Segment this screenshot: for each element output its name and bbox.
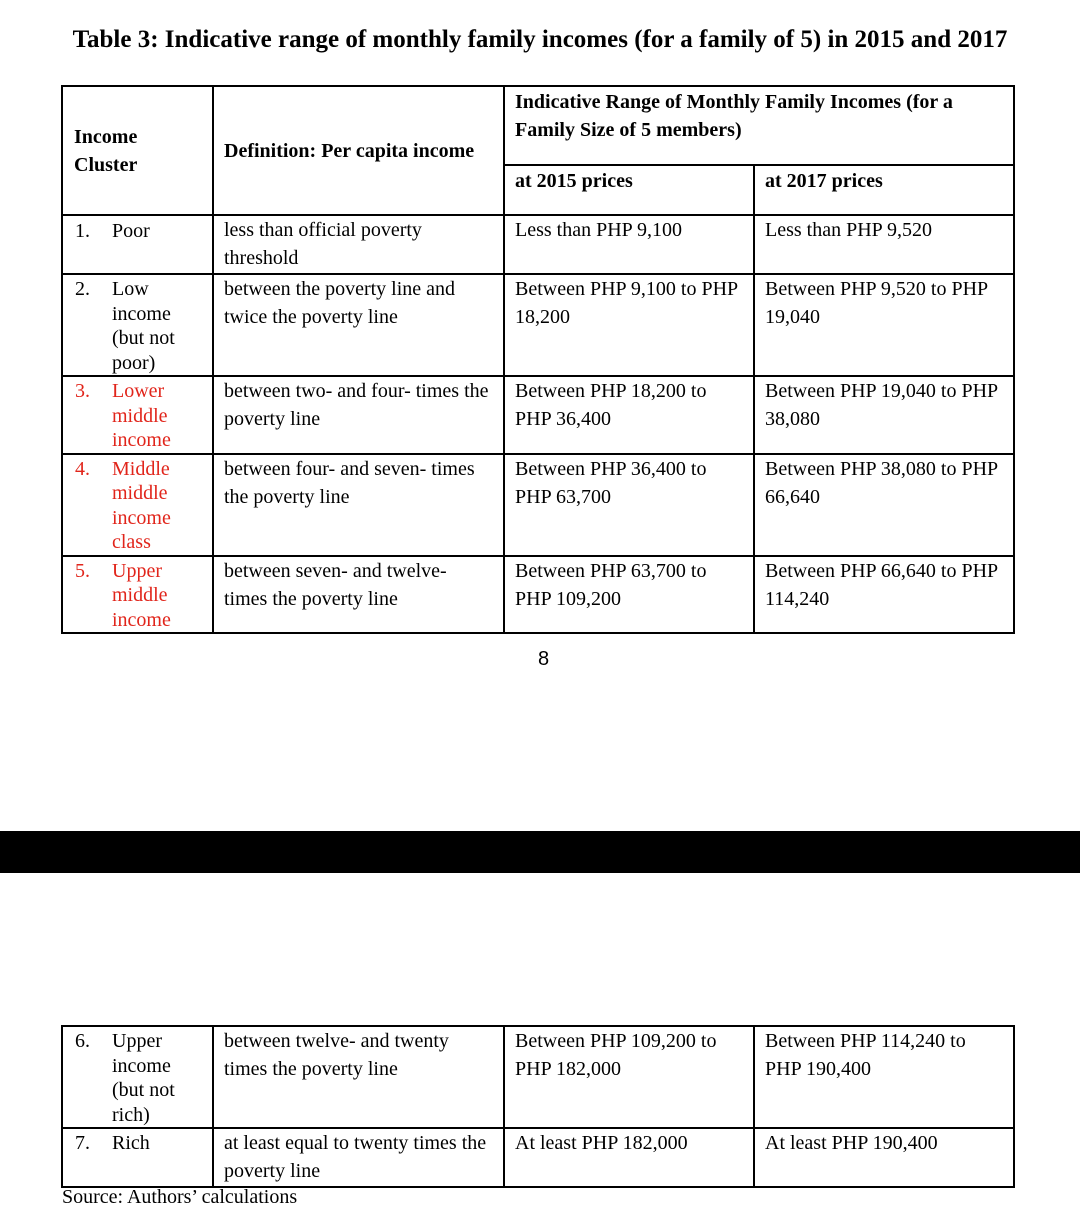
row-number: 1. xyxy=(75,220,90,242)
range-2015: Between PHP 63,700 to PHP 109,200 xyxy=(515,559,707,610)
header-2017-prices: at 2017 prices xyxy=(754,165,1014,215)
range-2015: Between PHP 36,400 to PHP 63,700 xyxy=(515,457,707,508)
income-table-bottom xyxy=(61,1025,1015,1188)
table-row xyxy=(62,454,1014,556)
header-2015-prices: at 2015 prices xyxy=(504,165,754,215)
range-2017: Between PHP 66,640 to PHP 114,240 xyxy=(765,559,998,610)
row-number: 4. xyxy=(75,457,90,480)
page-break-bar xyxy=(0,831,1080,873)
range-2017: Between PHP 38,080 to PHP 66,640 xyxy=(765,457,998,508)
range-2017: Between PHP 114,240 to PHP 190,400 xyxy=(765,1030,966,1080)
definition-text: less than official poverty threshold xyxy=(224,219,422,269)
table-row xyxy=(62,1128,1014,1187)
row-number: 5. xyxy=(75,559,90,582)
income-cluster-label: Low income (but not poor) xyxy=(112,278,175,374)
header-income-cluster: Income Cluster xyxy=(62,86,213,215)
income-cluster-label: Upper middle income xyxy=(112,559,171,631)
income-table-top xyxy=(61,85,1015,634)
income-cluster-label: Upper income (but not rich) xyxy=(112,1030,175,1126)
row-number: 6. xyxy=(75,1030,90,1052)
table-row xyxy=(62,556,1014,634)
row-number: 2. xyxy=(75,278,90,300)
table-row xyxy=(62,215,1014,274)
range-2015: Less than PHP 9,100 xyxy=(515,219,683,241)
row-number: 7. xyxy=(75,1132,90,1154)
table-row xyxy=(62,376,1014,454)
definition-text: between twelve- and twenty times the poverty line xyxy=(224,1030,449,1080)
income-cluster-label: Middle middle income class xyxy=(112,457,171,553)
income-cluster-label: Lower middle income xyxy=(112,380,171,451)
header-indicative-range: Indicative Range of Monthly Family Incomes (for a Family Size of 5 members) xyxy=(504,86,1014,165)
range-2015: At least PHP 182,000 xyxy=(515,1132,688,1154)
range-2015: Between PHP 18,200 to PHP 36,400 xyxy=(515,380,707,430)
definition-text: between the poverty line and twice the poverty line xyxy=(224,278,456,328)
table-row xyxy=(62,274,1014,376)
definition-text: at least equal to twenty times the poverty line xyxy=(224,1132,487,1182)
income-cluster-label: Poor xyxy=(112,220,150,242)
range-2015: Between PHP 9,100 to PHP 18,200 xyxy=(515,278,738,328)
range-2015: Between PHP 109,200 to PHP 182,000 xyxy=(515,1030,717,1080)
range-2017: Between PHP 19,040 to PHP 38,080 xyxy=(765,380,998,430)
definition-text: between seven- and twelve- times the poverty line xyxy=(224,559,447,610)
source-note: Source: Authors’ calculations xyxy=(62,1186,298,1208)
table-title: Table 3: Indicative range of monthly family incomes (for a family of 5) in 2015 and 2017 xyxy=(72,26,1008,53)
table-row xyxy=(62,1026,1014,1128)
range-2017: Between PHP 9,520 to PHP 19,040 xyxy=(765,278,988,328)
range-2017: Less than PHP 9,520 xyxy=(765,219,933,241)
definition-text: between four- and seven- times the poverty line xyxy=(224,457,475,508)
definition-text: between two- and four- times the poverty line xyxy=(224,380,489,430)
income-cluster-label: Rich xyxy=(112,1132,150,1154)
range-2017: At least PHP 190,400 xyxy=(765,1132,938,1154)
row-number: 3. xyxy=(75,380,90,402)
header-definition: Definition: Per capita income xyxy=(213,86,504,215)
page-number: 8 xyxy=(537,648,550,670)
